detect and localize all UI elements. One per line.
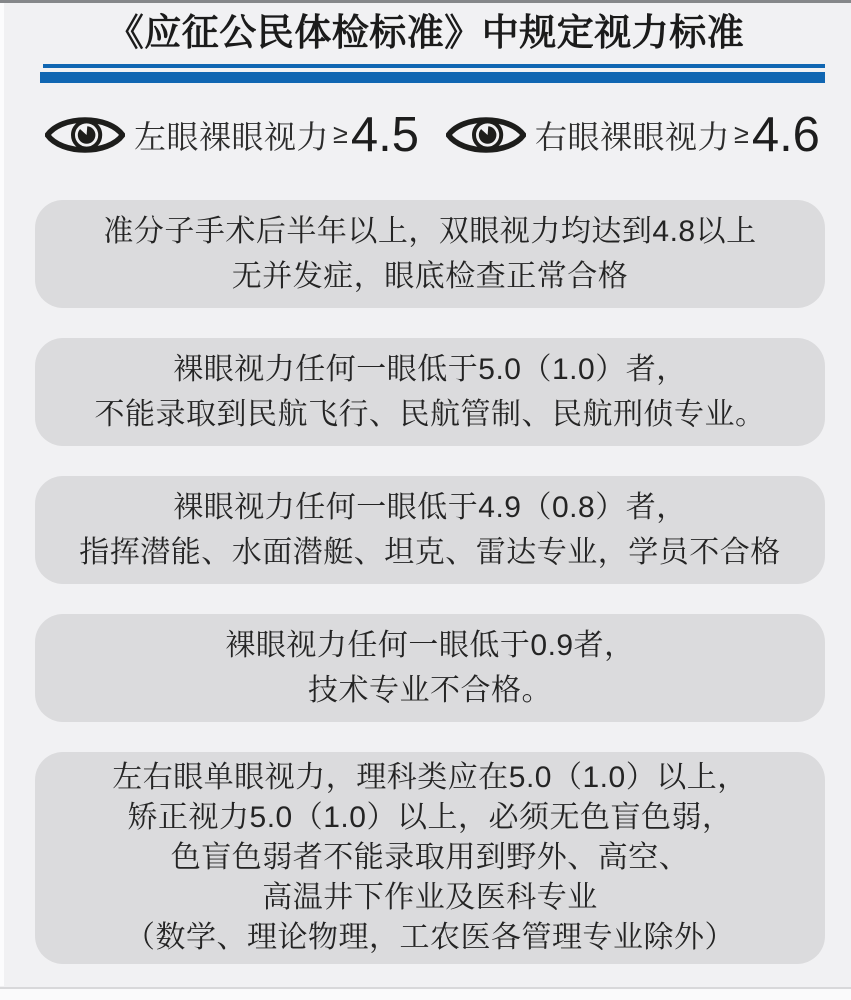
right-eye-value: 4.6 bbox=[751, 107, 820, 162]
right-eye-operator: ≥ bbox=[733, 119, 749, 150]
rule-box-science-color-blind bbox=[35, 752, 825, 964]
rule-box-technical bbox=[35, 614, 825, 722]
rule-line: （数学、理论物理，工农医各管理专业除外） bbox=[125, 920, 735, 954]
rule-box-civil-aviation bbox=[35, 338, 825, 446]
header-divider bbox=[40, 64, 825, 83]
left-eye-value: 4.5 bbox=[350, 107, 419, 162]
rule-line: 矫正视力5.0（1.0）以上，必须无色盲色弱， bbox=[127, 800, 733, 834]
rules-list bbox=[0, 200, 851, 964]
left-edge-strip bbox=[0, 3, 4, 986]
divider-thin-line bbox=[43, 64, 825, 68]
left-eye-label: 左眼裸眼视力 bbox=[134, 118, 330, 155]
rule-box-submarine-tank-radar bbox=[35, 476, 825, 584]
rule-line: 指挥潜能、水面潜艇、坦克、雷达专业，学员不合格 bbox=[79, 535, 781, 569]
eye-icon bbox=[45, 106, 125, 164]
rule-line: 裸眼视力任何一眼低于5.0（1.0）者， bbox=[173, 352, 687, 386]
rule-line: 裸眼视力任何一眼低于4.9（0.8）者， bbox=[173, 490, 687, 524]
rule-line: 技术专业不合格。 bbox=[308, 673, 552, 707]
page-title: 《应征公民体检标准》中规定视力标准 bbox=[106, 12, 745, 53]
divider-thick-line bbox=[40, 72, 825, 83]
rule-line: 准分子手术后半年以上，双眼视力均达到4.8以上 bbox=[103, 214, 757, 248]
rule-line: 高温井下作业及医科专业 bbox=[262, 880, 598, 914]
left-eye-requirement bbox=[45, 106, 419, 164]
bottom-strip bbox=[0, 989, 851, 1000]
left-eye-operator: ≥ bbox=[333, 119, 348, 150]
right-eye-requirement bbox=[446, 106, 820, 164]
rule-line: 裸眼视力任何一眼低于0.9者， bbox=[225, 628, 635, 662]
rule-box-laser-surgery bbox=[35, 200, 825, 308]
right-eye-label: 右眼裸眼视力 bbox=[534, 118, 730, 155]
rule-line: 左右眼单眼视力，理科类应在5.0（1.0）以上， bbox=[112, 760, 748, 794]
rule-line: 无并发症，眼底检查正常合格 bbox=[231, 259, 629, 293]
vision-requirements-row bbox=[45, 103, 851, 167]
eye-icon bbox=[446, 106, 526, 164]
rule-line: 不能录取到民航飞行、民航管制、民航刑侦专业。 bbox=[94, 397, 766, 431]
rule-line: 色盲色弱者不能录取用到野外、高空、 bbox=[170, 840, 690, 874]
